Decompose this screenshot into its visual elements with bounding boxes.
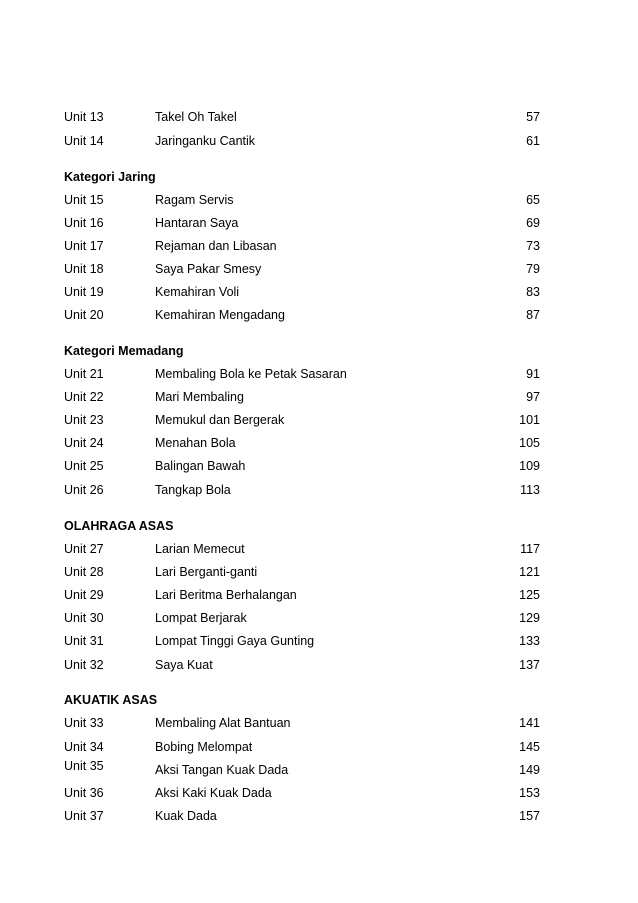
page-number: 149 (519, 763, 540, 777)
page-number: 73 (526, 239, 540, 253)
toc-row (0, 785, 638, 801)
page-number: 145 (519, 740, 540, 754)
unit-title: Ragam Servis (155, 193, 234, 207)
unit-title: Takel Oh Takel (155, 110, 237, 124)
unit-title: Lari Berganti-ganti (155, 565, 258, 579)
unit-title: Balingan Bawah (155, 459, 246, 473)
unit-number: Unit 19 (64, 285, 104, 299)
page-number: 101 (519, 413, 540, 427)
toc-row (0, 657, 638, 673)
section-heading: OLAHRAGA ASAS (64, 519, 174, 533)
page-number: 97 (526, 390, 540, 404)
page-number: 79 (526, 262, 540, 276)
unit-title: Larian Memecut (155, 542, 245, 556)
unit-number: Unit 28 (64, 565, 104, 579)
unit-number: Unit 15 (64, 193, 104, 207)
toc-row (0, 587, 638, 603)
toc-row (0, 739, 638, 755)
unit-number: Unit 36 (64, 786, 104, 800)
unit-title: Tangkap Bola (155, 483, 231, 497)
unit-number: Unit 31 (64, 634, 104, 648)
toc-row (0, 564, 638, 580)
page-number: 69 (526, 216, 540, 230)
page-number: 57 (526, 110, 540, 124)
page-number: 109 (519, 459, 540, 473)
toc-row (0, 715, 638, 731)
unit-title: Rejaman dan Libasan (155, 239, 277, 253)
unit-title: Kemahiran Voli (155, 285, 240, 299)
unit-number: Unit 37 (64, 809, 104, 823)
toc-row (0, 261, 638, 277)
unit-number: Unit 27 (64, 542, 104, 556)
page-number: 117 (520, 542, 540, 556)
unit-number: Unit 30 (64, 611, 104, 625)
unit-title: Bobing Melompat (155, 740, 253, 754)
toc-row (0, 307, 638, 323)
unit-title: Mari Membaling (155, 390, 244, 404)
unit-title: Lompat Tinggi Gaya Gunting (155, 634, 315, 648)
page-number: 129 (519, 611, 540, 625)
toc-row (0, 458, 638, 474)
page-number: 133 (519, 634, 540, 648)
toc-row (0, 412, 638, 428)
page-number: 91 (526, 367, 540, 381)
unit-number: Unit 21 (64, 367, 104, 381)
unit-number: Unit 33 (64, 716, 104, 730)
unit-title: Saya Kuat (155, 658, 213, 672)
page-number: 153 (519, 786, 540, 800)
unit-title: Membaling Bola ke Petak Sasaran (155, 367, 347, 381)
toc-row (0, 389, 638, 405)
unit-title: Aksi Kaki Kuak Dada (155, 786, 272, 800)
toc-row (0, 482, 638, 498)
toc-row (0, 435, 638, 451)
toc-row (0, 109, 638, 125)
unit-number: Unit 26 (64, 483, 104, 497)
toc-row (0, 759, 638, 778)
section-heading: Kategori Memadang (64, 344, 184, 358)
page-number: 121 (519, 565, 540, 579)
unit-number: Unit 17 (64, 239, 104, 253)
page-number: 83 (526, 285, 540, 299)
toc-row (0, 610, 638, 626)
unit-number: Unit 18 (64, 262, 104, 276)
unit-number: Unit 35 (64, 759, 104, 773)
unit-title: Kemahiran Mengadang (155, 308, 285, 322)
section-heading: AKUATIK ASAS (64, 693, 158, 707)
unit-title: Aksi Tangan Kuak Dada (155, 763, 289, 777)
page-number: 157 (519, 809, 540, 823)
unit-number: Unit 23 (64, 413, 104, 427)
unit-title: Lari Beritma Berhalangan (155, 588, 297, 602)
page-number: 105 (519, 436, 540, 450)
toc-row (0, 633, 638, 649)
unit-number: Unit 16 (64, 216, 104, 230)
unit-title: Kuak Dada (155, 809, 217, 823)
page-number: 137 (519, 658, 540, 672)
toc-row (0, 284, 638, 300)
toc-row (0, 238, 638, 254)
section-heading: Kategori Jaring (64, 170, 156, 184)
toc-row (0, 192, 638, 208)
unit-title: Jaringanku Cantik (155, 134, 256, 148)
toc-row (0, 215, 638, 231)
toc-row (0, 366, 638, 382)
toc-row (0, 133, 638, 149)
unit-number: Unit 13 (64, 110, 104, 124)
unit-number: Unit 24 (64, 436, 104, 450)
unit-number: Unit 22 (64, 390, 104, 404)
unit-title: Membaling Alat Bantuan (155, 716, 291, 730)
page-number: 125 (519, 588, 540, 602)
unit-title: Menahan Bola (155, 436, 236, 450)
unit-title: Lompat Berjarak (155, 611, 247, 625)
unit-number: Unit 34 (64, 740, 104, 754)
page-number: 113 (520, 483, 540, 497)
page-number: 61 (526, 134, 540, 148)
toc-row (0, 808, 638, 824)
page-number: 141 (519, 716, 540, 730)
unit-number: Unit 29 (64, 588, 104, 602)
toc-row (0, 541, 638, 557)
page-number: 65 (526, 193, 540, 207)
unit-number: Unit 14 (64, 134, 104, 148)
unit-number: Unit 25 (64, 459, 104, 473)
unit-title: Hantaran Saya (155, 216, 239, 230)
unit-number: Unit 20 (64, 308, 104, 322)
unit-title: Saya Pakar Smesy (155, 262, 262, 276)
unit-title: Memukul dan Bergerak (155, 413, 285, 427)
page-number: 87 (526, 308, 540, 322)
unit-number: Unit 32 (64, 658, 104, 672)
